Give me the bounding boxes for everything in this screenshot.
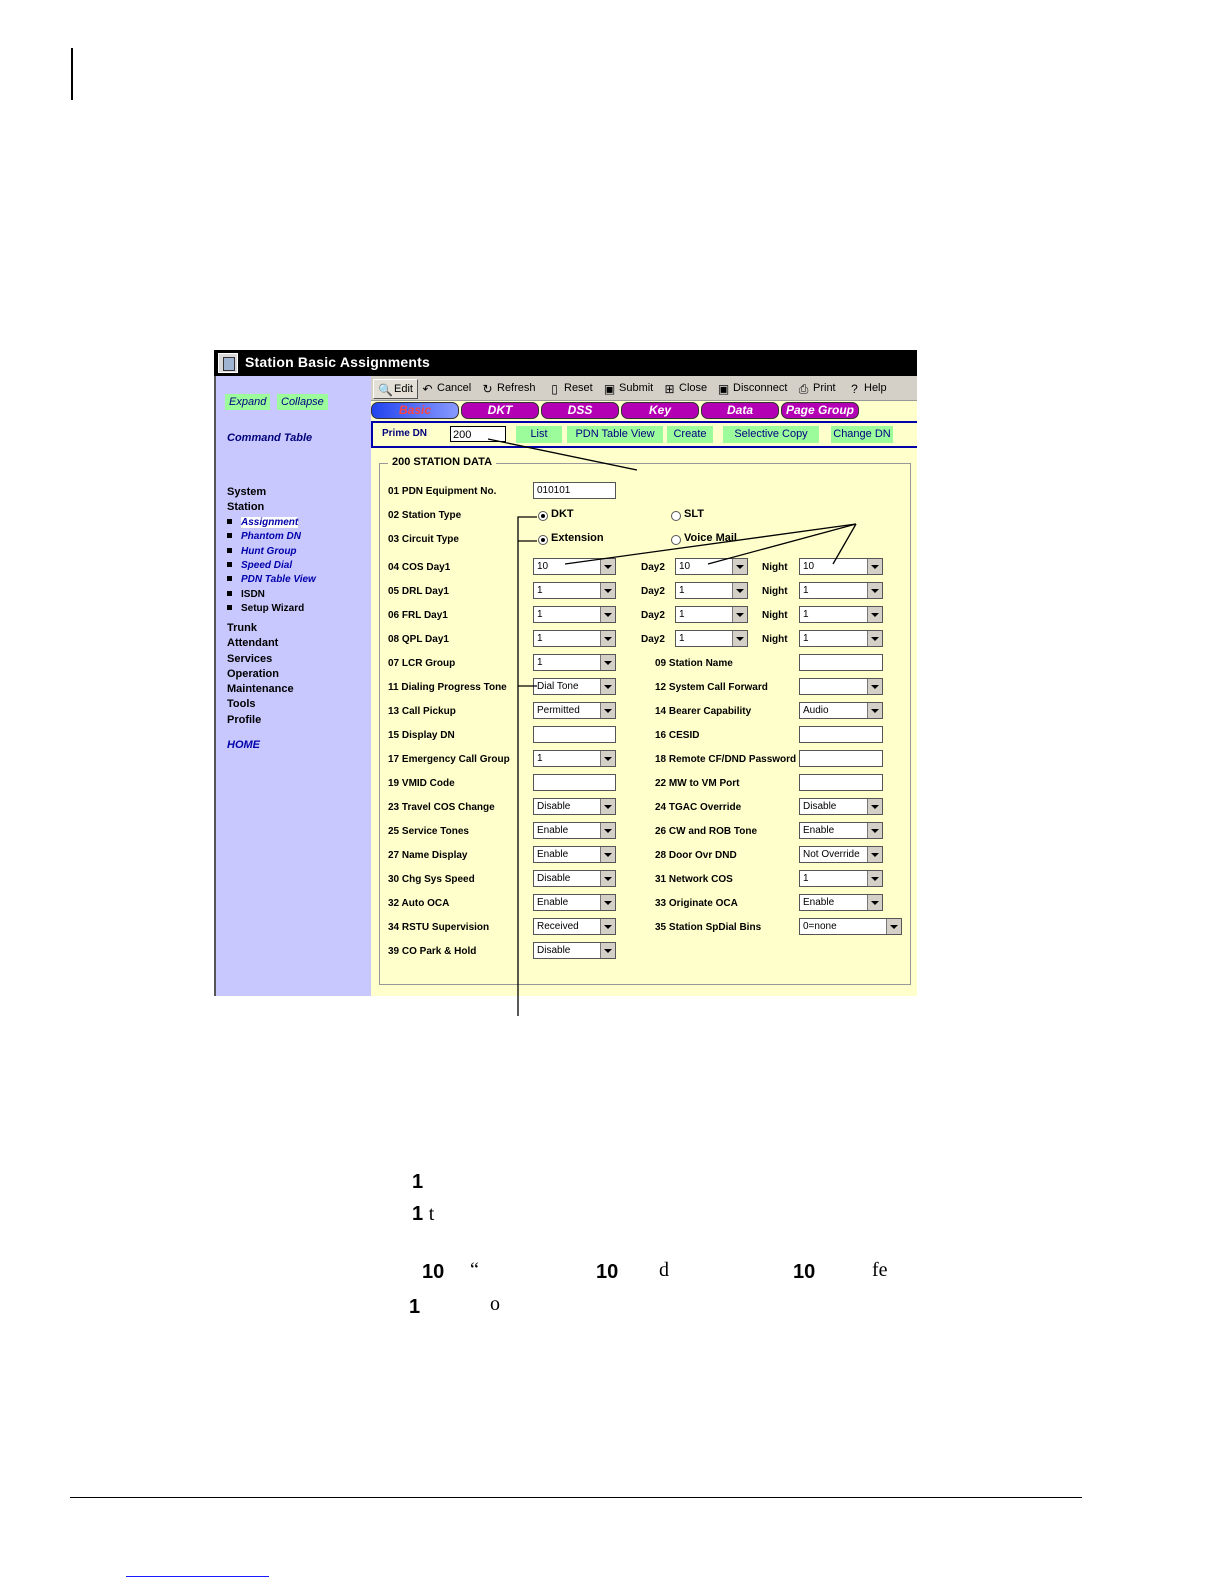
field-select-value: Enable [803,897,835,908]
edit-button[interactable]: 🔍Edit [373,379,418,399]
page-icon: ▯ [551,382,558,396]
chevron-down-icon[interactable] [867,607,882,622]
field-select[interactable] [533,894,616,911]
refresh-button[interactable]: ↻ Refresh [482,382,536,396]
field-label: 30 Chg Sys Speed [388,874,475,885]
refresh-icon: ↻ [482,382,493,396]
text-input[interactable] [533,726,616,743]
expand-button[interactable]: Expand [225,394,270,410]
sidebar-item-operation[interactable]: Operation [227,668,279,680]
night-select[interactable] [799,558,883,575]
pdn-equipment-input[interactable]: 010101 [533,482,616,499]
chevron-down-icon[interactable] [600,607,615,622]
day1-select-value: 1 [537,609,543,620]
text-input[interactable] [533,774,616,791]
sidebar-item-maintenance[interactable]: Maintenance [227,683,294,695]
help-button[interactable]: ? Help [848,379,887,397]
submit-button[interactable]: ▣ Submit [603,382,654,396]
field-select-value: Disable [537,945,571,956]
station-data-legend: 200 STATION DATA [388,456,496,468]
slt-radio-label: SLT [684,508,704,520]
night-select[interactable] [799,630,883,647]
computer-icon: ▣ [717,382,730,396]
toolbar [371,376,917,401]
field-label: 11 Dialing Progress Tone [388,682,507,693]
tab-basic[interactable]: Basic [371,402,459,419]
day2-label: Day2 [641,610,665,621]
day1-select-value: 1 [537,585,543,596]
field-select-value: Enable [537,825,569,836]
note-3-fe: fe [872,1259,888,1281]
day1-select[interactable] [533,606,616,623]
footer-rule [70,1497,1082,1498]
field-select[interactable] [533,702,616,719]
bullet-icon [227,576,232,581]
main-panel [371,376,917,996]
field-select[interactable] [533,822,616,839]
sidebar-item-hunt-group[interactable]: Hunt Group [227,546,297,557]
chevron-down-icon[interactable] [867,895,882,910]
day2-select-value: 10 [679,561,691,572]
sidebar-item-trunk[interactable]: Trunk [227,622,257,634]
chevron-down-icon[interactable] [600,799,615,814]
chevron-down-icon[interactable] [600,895,615,910]
field-label: 19 VMID Code [388,778,455,789]
day2-label: Day2 [641,586,665,597]
night-select-value: 1 [803,585,809,596]
field-label: 07 LCR Group [388,658,456,669]
field-select[interactable] [799,678,883,695]
field-select[interactable] [799,822,883,839]
field-select-value: Permitted [537,705,580,716]
field-label: 24 TGAC Override [655,802,742,813]
field-label: 25 Service Tones [388,826,469,837]
field-select-value: Audio [803,705,829,716]
chevron-down-icon[interactable] [886,919,901,934]
station-type-label: 02 Station Type [388,510,462,521]
chevron-down-icon[interactable] [867,823,882,838]
note-3-d: d [659,1259,669,1281]
chevron-down-icon[interactable] [600,943,615,958]
field-select-value: 1 [537,753,543,764]
prime-dn-input[interactable]: 200 [450,426,506,442]
day2-select[interactable] [675,606,748,623]
undo-icon: ↶ [422,382,433,396]
chevron-down-icon[interactable] [867,679,882,694]
tab-page-group[interactable]: Page Group [781,402,859,419]
chevron-down-icon[interactable] [732,631,747,646]
selective-copy-button[interactable]: Selective Copy [723,426,819,443]
chevron-down-icon[interactable] [600,655,615,670]
field-select[interactable] [533,750,616,767]
command-table-link[interactable]: Command Table [227,432,313,444]
window-title: Station Basic Assignments [245,354,430,370]
chevron-down-icon[interactable] [867,631,882,646]
field-label: 14 Bearer Capability [655,706,752,717]
chevron-down-icon[interactable] [867,583,882,598]
page-margin-bar [71,48,73,100]
tab-data[interactable]: Data [701,402,779,419]
field-select[interactable] [799,798,883,815]
field-select-value: Disable [803,801,837,812]
pdn-equipment-label: 01 PDN Equipment No. [388,486,497,497]
field-label: 28 Door Ovr DND [655,850,737,861]
voice-mail-radio[interactable] [671,535,681,545]
chevron-down-icon[interactable] [732,559,747,574]
day2-label: Day2 [641,634,665,645]
field-select-value: 1 [803,873,809,884]
sidebar [214,376,371,996]
field-label: 22 MW to VM Port [655,778,740,789]
night-select[interactable] [799,582,883,599]
day2-select[interactable] [675,582,748,599]
field-select[interactable] [533,678,616,695]
field-label: 16 CESID [655,730,700,741]
edit-icon: 🔍 [378,383,393,397]
prime-dn-label: Prime DN [382,428,428,439]
field-label: 26 CW and ROB Tone [655,826,758,837]
collapse-button[interactable]: Collapse [277,394,328,410]
field-label: 27 Name Display [388,850,468,861]
day2-select-value: 1 [679,585,685,596]
print-button[interactable]: ⎙ Print [798,382,836,396]
bullet-icon [227,548,232,553]
chevron-down-icon[interactable] [867,847,882,862]
tab-bar [371,402,917,420]
field-label: 32 Auto OCA [388,898,450,909]
field-select-value: Disable [537,873,571,884]
dkt-radio[interactable] [538,511,548,521]
sidebar-item-tools[interactable]: Tools [227,698,256,710]
field-label: 31 Network COS [655,874,733,885]
field-select[interactable] [799,870,883,887]
prime-dn-bar [371,421,917,448]
tab-dss[interactable]: DSS [541,402,619,419]
day1-select-value: 1 [537,633,543,644]
extension-radio-label: Extension [551,532,604,544]
field-select[interactable] [533,870,616,887]
field-select-value: Not Override [803,849,860,860]
bullet-icon [227,519,232,524]
note-4: 1 [409,1296,421,1318]
day2-select[interactable] [675,558,748,575]
footer-link-underline [126,1576,269,1577]
night-label: Night [762,586,788,597]
app-icon [218,353,238,373]
chevron-down-icon[interactable] [600,751,615,766]
chevron-down-icon[interactable] [867,703,882,718]
field-select-value: Dial Tone [537,681,579,692]
station-basic-window [214,350,917,996]
night-select-value: 10 [803,561,815,572]
note-1: 1 [412,1171,424,1193]
slt-radio[interactable] [671,511,681,521]
field-label: 34 RSTU Supervision [388,922,490,933]
field-select-value: Enable [537,897,569,908]
chevron-down-icon[interactable] [600,583,615,598]
bullet-icon [227,562,232,567]
day1-select-value: 10 [537,561,549,572]
list-button[interactable]: List [516,426,562,443]
night-select[interactable] [799,606,883,623]
field-label: 09 Station Name [655,658,733,669]
field-select[interactable] [799,918,902,935]
tab-dkt[interactable]: DKT [461,402,539,419]
sidebar-item-phantom-dn[interactable]: Phantom DN [227,531,301,542]
chevron-down-icon[interactable] [600,631,615,646]
change-dn-button[interactable]: Change DN [831,426,893,443]
close-grid-icon: ⊞ [664,382,675,396]
field-label: 35 Station SpDial Bins [655,922,762,933]
bullet-icon [227,591,232,596]
chevron-down-icon[interactable] [867,559,882,574]
field-select-value: 1 [537,657,543,668]
field-select[interactable] [533,654,616,671]
field-select-value: 0=none [803,921,837,932]
printer-icon: ⎙ [798,382,809,396]
sidebar-item-system[interactable]: System [227,486,267,498]
sidebar-item-station[interactable]: Station [227,501,265,513]
field-label: 39 CO Park & Hold [388,946,477,957]
circuit-type-label: 03 Circuit Type [388,534,459,545]
field-label: 33 Originate OCA [655,898,738,909]
field-label: 17 Emergency Call Group [388,754,510,765]
field-select[interactable] [533,846,616,863]
field-label: 13 Call Pickup [388,706,456,717]
chevron-down-icon[interactable] [600,919,615,934]
field-select-value: Enable [537,849,569,860]
field-label: 23 Travel COS Change [388,802,495,813]
voice-mail-radio-label: Voice Mail [684,532,737,544]
day2-select[interactable] [675,630,748,647]
field-select-value: Enable [803,825,835,836]
bullet-icon [227,533,232,538]
row-label: 05 DRL Day1 [388,586,449,597]
pdn-table-view-button[interactable]: PDN Table View [567,426,663,443]
field-select-value: Disable [537,801,571,812]
night-label: Night [762,562,788,573]
note-3-quote: “ [470,1259,479,1281]
reset-button[interactable]: ▯ Reset [548,379,593,397]
text-input[interactable] [799,750,883,767]
field-label: 18 Remote CF/DND Password [655,754,797,765]
sidebar-item-setup-wizard[interactable]: Setup Wizard [227,603,304,614]
text-input[interactable] [799,654,883,671]
field-select[interactable] [533,918,616,935]
note-3c: 10 [793,1261,816,1283]
day2-select-value: 1 [679,633,685,644]
sidebar-item-speed-dial[interactable]: Speed Dial [227,560,292,571]
text-input[interactable] [799,726,883,743]
day1-select[interactable] [533,582,616,599]
home-link[interactable]: HOME [227,739,260,751]
chevron-down-icon[interactable] [600,559,615,574]
help-icon: ? [851,382,858,396]
night-label: Night [762,634,788,645]
field-select[interactable] [799,702,883,719]
title-bar [214,350,917,376]
row-label: 04 COS Day1 [388,562,451,573]
field-select-value: Received [537,921,579,932]
extension-radio[interactable] [538,535,548,545]
dkt-radio-label: DKT [551,508,574,520]
field-label: 12 System Call Forward [655,682,768,693]
disconnect-button[interactable]: ▣ Disconnect [717,382,788,396]
sidebar-item-attendant[interactable]: Attendant [227,637,279,649]
chevron-down-icon[interactable] [600,823,615,838]
text-input[interactable] [799,774,883,791]
day1-select[interactable] [533,558,616,575]
note-2: 1 t [412,1203,435,1225]
field-select[interactable] [533,942,616,959]
chevron-down-icon[interactable] [732,607,747,622]
sidebar-item-services[interactable]: Services [227,653,273,665]
night-select-value: 1 [803,633,809,644]
chevron-down-icon[interactable] [732,583,747,598]
field-select[interactable] [799,846,883,863]
chevron-down-icon[interactable] [867,799,882,814]
sidebar-item-isdn[interactable]: ISDN [227,589,265,600]
sidebar-item-profile[interactable]: Profile [227,714,262,726]
chevron-down-icon[interactable] [867,871,882,886]
note-4-text: o [490,1293,500,1315]
night-label: Night [762,610,788,621]
cancel-button[interactable]: ↶ Cancel [422,382,472,396]
chevron-down-icon[interactable] [600,847,615,862]
close-button[interactable]: ⊞ Close [664,382,708,396]
sidebar-item-pdn-table-view[interactable]: PDN Table View [227,574,316,585]
day2-select-value: 1 [679,609,685,620]
create-button[interactable]: Create [667,426,713,443]
field-select[interactable] [799,894,883,911]
day1-select[interactable] [533,630,616,647]
night-select-value: 1 [803,609,809,620]
sidebar-item-assignment[interactable]: Assignment [227,517,298,528]
note-3b: 10 [596,1261,619,1283]
note-3a: 10 [422,1261,445,1283]
day2-label: Day2 [641,562,665,573]
field-label: 15 Display DN [388,730,455,741]
row-label: 06 FRL Day1 [388,610,448,621]
chevron-down-icon[interactable] [600,679,615,694]
chevron-down-icon[interactable] [600,703,615,718]
tab-key[interactable]: Key [621,402,699,419]
row-label: 08 QPL Day1 [388,634,449,645]
bullet-icon [227,605,232,610]
chevron-down-icon[interactable] [600,871,615,886]
field-select[interactable] [533,798,616,815]
computer-icon: ▣ [603,382,616,396]
